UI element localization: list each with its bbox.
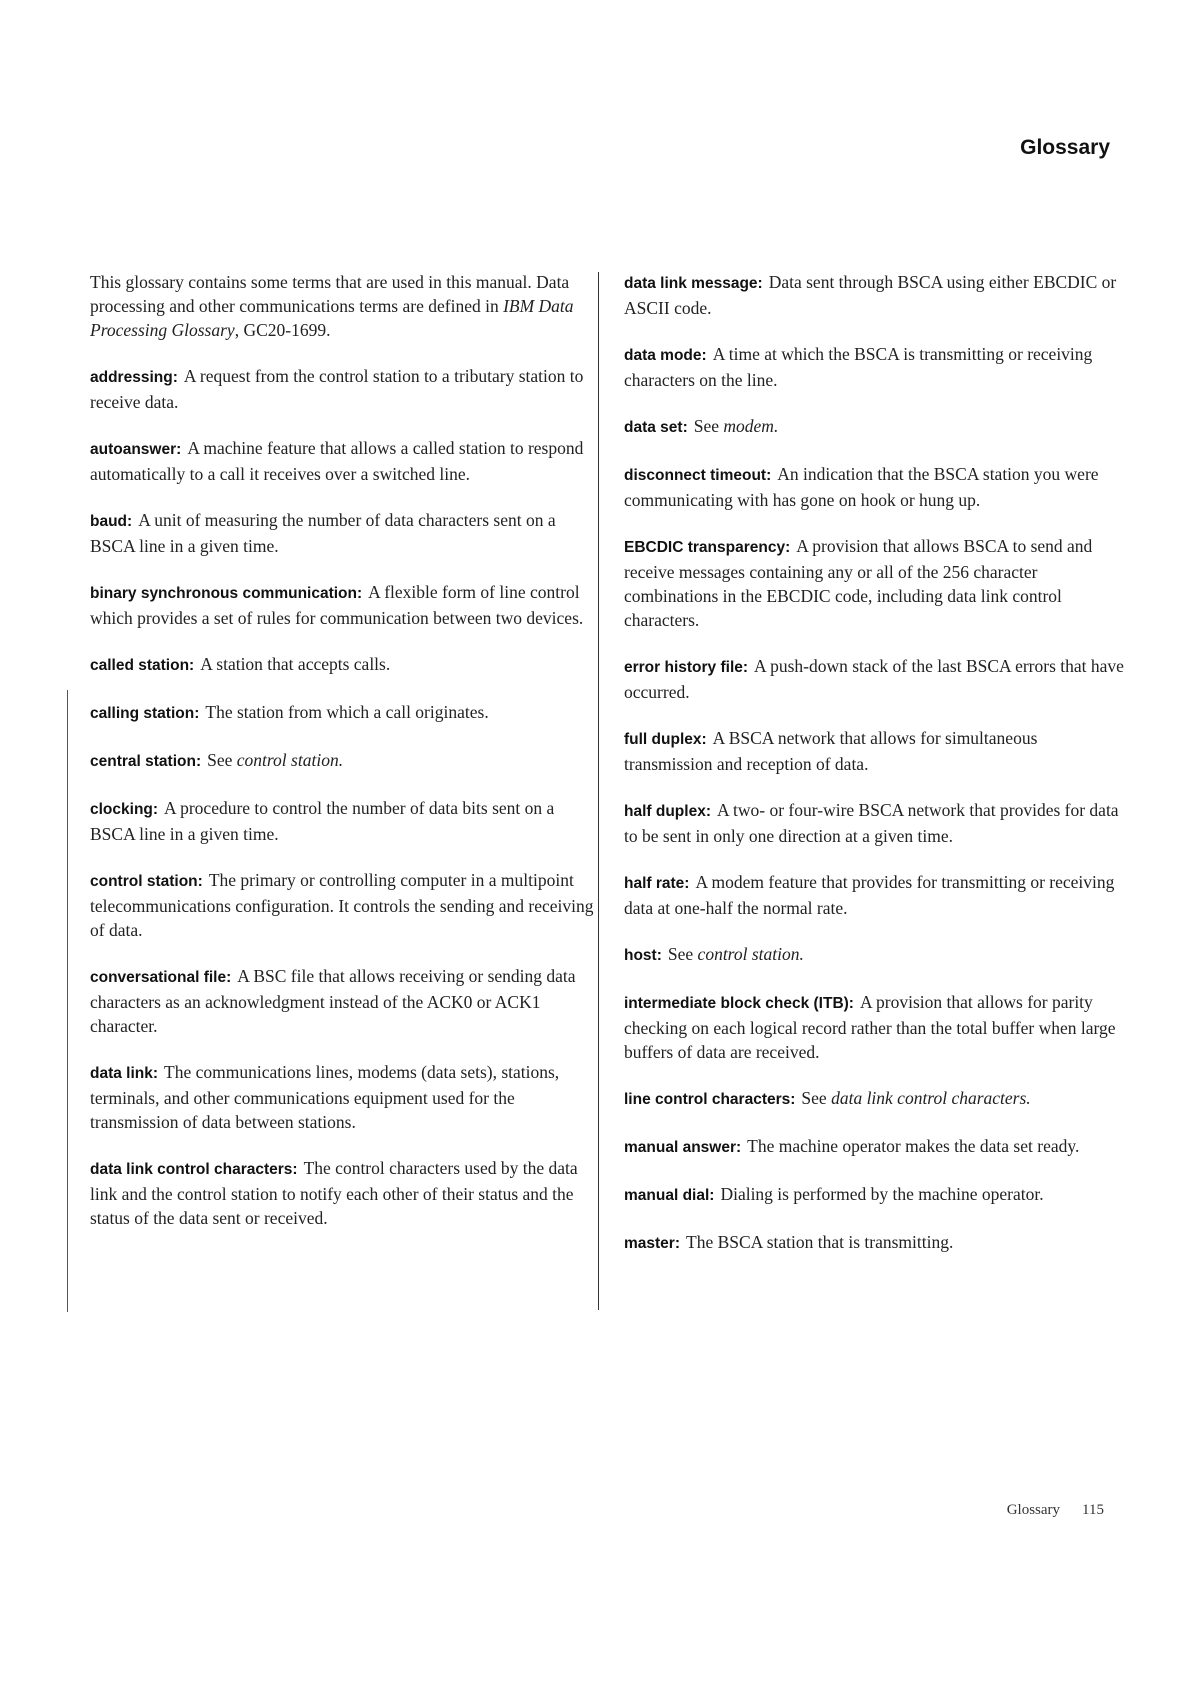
glossary-definition: A BSCA network that allows for simultaneous transmission and reception of data. xyxy=(624,728,1038,774)
glossary-definition: Dialing is performed by the machine operator. xyxy=(720,1184,1044,1204)
glossary-term: calling station: xyxy=(90,705,200,722)
glossary-entry xyxy=(90,964,600,1038)
glossary-definition: A provision that allows for parity checking on each logical record rather than the total buffer when large buffers of data are received. xyxy=(624,992,1116,1062)
glossary-term: central station: xyxy=(90,753,202,770)
glossary-definition: A station that accepts calls. xyxy=(200,654,391,674)
glossary-entry xyxy=(90,1060,600,1134)
glossary-entry xyxy=(90,436,600,486)
glossary-definition: The machine operator makes the data set ready. xyxy=(747,1136,1080,1156)
glossary-term: intermediate block check (ITB): xyxy=(624,995,854,1012)
see-reference: modem. xyxy=(723,416,779,436)
glossary-entry xyxy=(90,508,600,558)
glossary-definition: See xyxy=(207,750,233,770)
page-number: 115 xyxy=(1082,1502,1104,1518)
glossary-term: half rate: xyxy=(624,875,690,892)
glossary-entry xyxy=(624,726,1124,776)
glossary-term: host: xyxy=(624,947,662,964)
glossary-entry xyxy=(90,868,600,942)
glossary-entry xyxy=(624,942,1124,968)
glossary-term: data link control characters: xyxy=(90,1161,298,1178)
glossary-entry xyxy=(90,700,600,726)
glossary-entry xyxy=(90,364,600,414)
glossary-term: full duplex: xyxy=(624,731,707,748)
glossary-term: half duplex: xyxy=(624,803,711,820)
see-reference: control station. xyxy=(236,750,344,770)
glossary-entry xyxy=(624,534,1124,632)
footer-label: Glossary xyxy=(1006,1502,1061,1518)
glossary-definition: A BSC file that allows receiving or sending data characters as an acknowledgment instead of the ACK0 or ACK1 character. xyxy=(90,966,576,1036)
left-margin-rule xyxy=(67,690,68,1312)
right-entry-list xyxy=(624,270,1124,1256)
glossary-entry xyxy=(624,1086,1124,1112)
glossary-entry xyxy=(624,342,1124,392)
glossary-entry xyxy=(90,652,600,678)
glossary-term: control station: xyxy=(90,873,203,890)
intro-text-before: This glossary contains some terms that are used in this manual. Data processing and other communications terms are defined in xyxy=(90,272,570,316)
glossary-term: binary synchronous communication: xyxy=(90,585,363,602)
glossary-definition: A request from the control station to a tributary station to receive data. xyxy=(90,366,584,412)
glossary-definition: A flexible form of line control which provides a set of rules for communication between two devices. xyxy=(90,582,584,628)
glossary-term: addressing: xyxy=(90,369,178,386)
glossary-entry xyxy=(624,1230,1124,1256)
intro-paragraph xyxy=(90,270,600,342)
glossary-definition: An indication that the BSCA station you were communicating with has gone on hook or hung up. xyxy=(624,464,1099,510)
glossary-entry xyxy=(624,1182,1124,1208)
glossary-entry xyxy=(624,654,1124,704)
glossary-definition: A procedure to control the number of data bits sent on a BSCA line in a given time. xyxy=(90,798,555,844)
glossary-entry xyxy=(624,798,1124,848)
glossary-definition: See xyxy=(693,416,720,436)
glossary-entry xyxy=(90,796,600,846)
glossary-definition: Data sent through BSCA using either EBCDIC or ASCII code. xyxy=(624,272,1117,318)
glossary-term: disconnect timeout: xyxy=(624,467,772,484)
glossary-entry xyxy=(624,462,1124,512)
glossary-term: master: xyxy=(624,1235,680,1252)
glossary-entry xyxy=(90,580,600,630)
glossary-entry xyxy=(624,990,1124,1064)
glossary-entry xyxy=(90,1156,600,1230)
intro-book-title: IBM Data Processing Glossary xyxy=(90,296,574,340)
glossary-term: data link: xyxy=(90,1065,159,1082)
glossary-term: conversational file: xyxy=(90,969,232,986)
glossary-definition: A two- or four-wire BSCA network that provides for data to be sent in only one direction at a given time. xyxy=(624,800,1119,846)
left-column xyxy=(90,270,600,1252)
glossary-entry xyxy=(90,748,600,774)
glossary-term: manual dial: xyxy=(624,1187,715,1204)
glossary-term: error history file: xyxy=(624,659,749,676)
page-footer xyxy=(1007,1502,1104,1519)
glossary-definition: The control characters used by the data link and the control station to notify each other of their status and the status of the data sent or received. xyxy=(90,1158,578,1228)
glossary-term: data mode: xyxy=(624,347,707,364)
glossary-definition: A modem feature that provides for transmitting or receiving data at one-half the normal rate. xyxy=(624,872,1115,918)
glossary-term: called station: xyxy=(90,657,195,674)
glossary-entry xyxy=(624,870,1124,920)
right-column xyxy=(624,270,1124,1278)
glossary-definition: The communications lines, modems (data sets), stations, terminals, and other communications equipment used for the transmission of data between stations. xyxy=(90,1062,560,1132)
glossary-definition: See xyxy=(667,944,694,964)
glossary-term: data set: xyxy=(624,419,688,436)
glossary-term: line control characters: xyxy=(624,1091,796,1108)
glossary-definition: A provision that allows BSCA to send and receive messages containing any or all of the 256 character combinations in the EBCDIC code, including data link control characters. xyxy=(624,536,1093,630)
glossary-definition: The primary or controlling computer in a multipoint telecommunications configuration. It controls the sending and receiving of data. xyxy=(90,870,594,940)
see-reference: control station. xyxy=(697,944,804,964)
glossary-entry xyxy=(624,414,1124,440)
glossary-term: EBCDIC transparency: xyxy=(624,539,791,556)
glossary-entry xyxy=(624,1134,1124,1160)
glossary-definition: A unit of measuring the number of data characters sent on a BSCA line in a given time. xyxy=(90,510,556,556)
glossary-term: autoanswer: xyxy=(90,441,182,458)
glossary-term: manual answer: xyxy=(624,1139,742,1156)
glossary-term: baud: xyxy=(90,513,133,530)
glossary-definition: The BSCA station that is transmitting. xyxy=(686,1232,954,1252)
glossary-term: clocking: xyxy=(90,801,159,818)
see-reference: data link control characters. xyxy=(831,1088,1031,1108)
glossary-entry xyxy=(624,270,1124,320)
glossary-definition: The station from which a call originates. xyxy=(205,702,489,722)
glossary-term: data link message: xyxy=(624,275,763,292)
left-entry-list xyxy=(90,364,600,1230)
glossary-definition: See xyxy=(801,1088,827,1108)
glossary-definition: A time at which the BSCA is transmitting or receiving characters on the line. xyxy=(624,344,1093,390)
intro-text-after: , GC20-1699. xyxy=(234,320,331,340)
glossary-definition: A push-down stack of the last BSCA errors that have occurred. xyxy=(624,656,1124,702)
glossary-definition: A machine feature that allows a called station to respond automatically to a call it receives over a switched line. xyxy=(90,438,584,484)
page-title: Glossary xyxy=(1020,136,1110,159)
